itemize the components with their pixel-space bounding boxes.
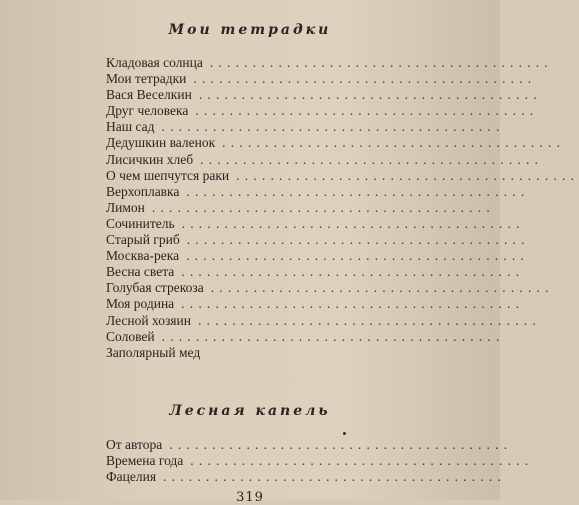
section-title-my-notebooks: Мои тетрадки <box>168 22 332 38</box>
dot-leader: ........................................ <box>195 103 539 119</box>
toc-entry-title: Весна света <box>106 264 175 280</box>
dot-leader: ........................................ <box>198 87 542 103</box>
toc-entry-title: Времена года <box>106 453 184 469</box>
toc-list-forest-drops <box>106 437 534 485</box>
dot-leader: ........................................ <box>151 199 495 215</box>
toc-entry <box>106 453 534 469</box>
toc-entry-title: Вася Веселкин <box>106 87 192 103</box>
toc-entry <box>106 264 525 280</box>
toc-entry-title: Друг человека <box>106 103 189 119</box>
toc-entry-title: Фацелия <box>106 469 157 485</box>
toc-entry-title: Лисичкин хлеб <box>106 151 194 167</box>
page-number: 319 <box>236 490 264 505</box>
section-title-forest-drops: Лесная капель <box>169 403 331 419</box>
toc-entry <box>106 119 505 135</box>
toc-entry <box>106 328 505 345</box>
toc-entry <box>106 55 553 71</box>
toc-entry-title: О чем шепчутся раки <box>106 167 230 183</box>
toc-entry <box>106 280 554 296</box>
toc-list-my-notebooks <box>106 55 579 361</box>
dot-leader: ........................................ <box>193 71 537 87</box>
toc-entry <box>106 248 530 264</box>
toc-entry-title: Старый гриб <box>106 232 180 248</box>
toc-entry-title: Лесной хозяин <box>106 312 191 328</box>
toc-entry <box>106 87 542 103</box>
dot-leader: ........................................ <box>197 312 541 328</box>
dot-leader: ........................................ <box>161 328 505 344</box>
dot-leader: ........................................ <box>186 232 530 248</box>
dot-leader: ........................................ <box>209 55 553 70</box>
toc-entry-title: Верхоплавка <box>106 183 180 199</box>
toc-entry <box>106 345 500 361</box>
toc-entry-title: Моя родина <box>106 296 175 312</box>
dot-leader: ........................................ <box>161 119 505 135</box>
dot-leader: ........................................ <box>163 469 507 485</box>
dot-leader: ........................................ <box>181 215 525 231</box>
toc-entry <box>106 167 579 184</box>
toc-entry-title: Мои тетрадки <box>106 71 187 87</box>
toc-entry <box>106 312 541 329</box>
toc-entry <box>106 437 513 453</box>
toc-entry <box>106 232 530 248</box>
dot-leader: ........................................ <box>190 453 534 469</box>
ink-speck <box>343 432 346 435</box>
toc-entry-title: Москва-река <box>106 248 180 264</box>
toc-entry-title: Соловей <box>106 328 155 344</box>
toc-entry <box>106 71 537 87</box>
toc-entry <box>106 469 507 485</box>
dot-leader: ........................................ <box>200 151 544 167</box>
dot-leader: ........................................ <box>236 167 579 183</box>
toc-entry-title: Сочинитель <box>106 215 175 231</box>
toc-entry-title: Голубая стрекоза <box>106 280 204 296</box>
toc-entry-title: Лимон <box>106 199 145 215</box>
dot-leader: ........................................ <box>181 264 525 280</box>
toc-entry <box>106 215 525 232</box>
toc-entry-title: От автора <box>106 437 163 452</box>
toc-entry-title: Наш сад <box>106 119 155 135</box>
toc-entry <box>106 103 539 119</box>
toc-entry-title: Кладовая солнца <box>106 55 203 70</box>
dot-leader: ........................................ <box>222 135 566 151</box>
toc-entry-title: Дедушкин валенок <box>106 135 216 151</box>
dot-leader: ........................................ <box>181 296 525 312</box>
toc-entry <box>106 135 566 151</box>
toc-entry <box>106 200 500 216</box>
toc-entry <box>106 183 530 200</box>
dot-leader: ........................................ <box>186 183 530 199</box>
dot-leader: ........................................ <box>210 280 554 296</box>
toc-entry <box>106 296 525 312</box>
dot-leader: ........................................ <box>169 437 513 452</box>
toc-entry-title: Заполярный мед <box>106 344 201 360</box>
dot-leader: ........................................ <box>186 248 530 264</box>
toc-entry <box>106 151 544 168</box>
